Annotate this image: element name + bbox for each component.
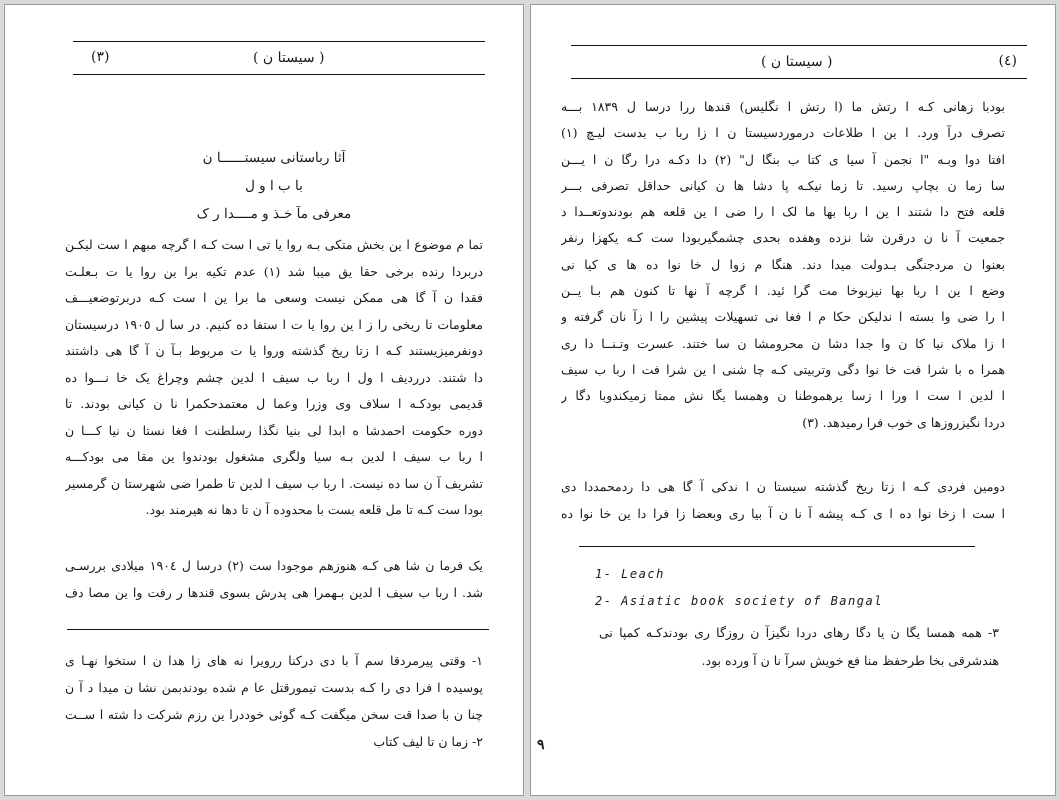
chapter-part: با ب ا و ل [245,178,303,194]
text-line: تما م موضوع ا ين بخش متکی بـه روا يا تی ا ست کـه ا گرچه مبهم ا ست ليکـن [65,237,483,252]
text-line: بودا ست کـه تا مل قلعه بست با محدوده آ ن تا دها نه هيرمند بود. [145,502,483,517]
chapter-subheading: معرفی مآ خـذ و مــــدا ر ک [196,206,352,222]
text-line: بودبا زهانی کـه ا رتش ما (ا رتش ا نگليس) قندها ررا درسا ل ١٨٣٩ بـــه [561,99,1005,114]
text-line: افتا دوا وبـه "ا نجمن آ سيا ی کتا ب بنگا ل" (٢) دا دکـه درا رگا ن ا يـــن [561,151,1005,167]
text-line: ا ربا ب سيف ا لدين بـه سيا ولگری مشغول بودندوا ين مقا می بودکـــه [65,449,483,464]
left-page [4,4,524,796]
page-number: (٣) [91,49,110,65]
body-text-continued [65,558,483,612]
text-line: سا زما ن بچاپ رسيد. تا زما نيکـه پا دشا ها ن کيانی حداقل تصرفی بـــر [561,177,1005,193]
header-rule-top [571,45,1027,46]
footnote-line: چنا ن با صدا قت سخن ميگفت کـه گوئی خوددرا ين رزم شرکت دا شته ا ســت [65,707,483,722]
text-line: دونفرميزيستند کـه ا زتا ريخ گذشته وروا يا ت مربوط بـآ ن آ گا هی داشتند [65,343,483,358]
text-line: بعنوا ن مردجنگی بـدولت ميدا دند. هنگا م زوا ل خا نوا ده ها ی کيا نی [561,256,1005,272]
text-line: قديمی بودکـه ا سلاف وی وزرا وعما ل معتمدحکمرا نا ن کيانی بودند. تا [65,396,483,411]
footnote-line: ١- وقتی پيرمردقا سم آ با دی درکنا ررويرا نه های زا هدا ن ا ستخوا نهـا ی [65,653,483,668]
text-line: وضع ا ين ا ربا بها نيزبوخا مت گرا ئيد. ا گرچه آ نها تا کنون هم بـا يــن [561,283,1005,299]
text-line: فقدا ن آ گا هی ممکن نيست وسعی ما برا ين ا ست کـه دربرتوضعيـــف [65,290,483,305]
chapter-heading-block [65,150,483,234]
text-line: دومين فردی کـه ا زتا ريخ گذشته سيستا ن ا ندکی آ گا هی دا ردمحمددا دی [561,479,1005,494]
footnote-en-1: 1- Leach [595,567,665,581]
text-line: تصرف درآ ورد. ا ين ا طلاعات درموردسيستا ن ا زا ربا ب بدست ليـچ (١) [561,125,1005,141]
text-line: دا شتند. درردیف ا ول ا ربا ب سيف ا لدين چشم وچراغ يک خا نـــوا ده [65,369,483,385]
text-line: شد. ا ربا ب سيف ا لدين بـهمرا هی پدرش بسوی قندها ر رفت وا ين مصا دف [65,585,483,600]
text-line: يک فرما ن شا هی کـه هنوزهم موجودا ست (٢) درسا ل ١٩٠٤ ميلادی بررسـی [65,558,483,573]
footnote-line: ٢- زما ن تا ليف کتاب [373,734,483,749]
text-line: دربردا رنده برخی حقا يق ميبا شد (١) عدم تکيه برا ين روا يا ت بـعلـت [65,263,483,279]
text-line: ا ست ا زخا نوا ده ا ی کـه پيشه آ نا ن آ بيا ری وبعضا زا فرا دا ين خا نوا ده [561,506,1005,521]
running-title: ( سيستا ن ) [761,54,833,70]
body-text [561,99,1005,441]
text-line: معلومات تا ريخی را ز ا ين روا يا ت ا ستفا ده کنيم. در سا ل ١٩٠٥ درسيستان [65,316,483,332]
text-line: ا لدين ا ست ا ورا ا زسا يرهموطنا ن وهمسا يگا نش ممتا زميکندوبا دگا ر [561,388,1005,404]
text-line: تشريف آ ن سا ده نيست. ا ربا ب سيف ا لدين تا طمرا ضی شهرستا ن گرمسير [65,475,483,491]
body-text [65,237,483,529]
text-line: جمعيت آ نا ن درقرن شا نزده وهفده بحدی چشمگيربودا ست کـه يکهزا رنفر [561,230,1005,246]
running-title: ( سيستا ن ) [253,50,325,66]
chapter-heading: آثا رباستانی سيستــــــا ن [202,150,346,166]
text-line: ا را ضی وا بسته ا ندليکن حکا م ا فغا نی تسهيلات پيشين را ا زآ نان گرفته و [561,309,1005,325]
footnotes [65,653,483,761]
page-number: (٤) [998,53,1017,69]
footnote-rule [67,629,489,630]
text-line: دوره حکومت احمدشا ه ابدا لی بنيا نگذا رسلطنت ا فغا نستا ن نيا کـــا ن [65,422,483,438]
running-header [73,41,485,75]
header-rule-bottom [73,74,485,75]
text-line: قلعه فتح دا شتند ا ين ا ربا بها ما لک ا را ضی ا ين قلعه هم بودندوتعــدا د [561,204,1005,220]
footnote-line: پوسيده ا فرا دی را کـه بدست تيمورقتل عا م شده بودندبمن نشا ن ميدا د آ ن [65,680,483,695]
right-page [530,4,1056,796]
footnote-line: هندشرقی بخا طرحفظ منا فع خويش سرآ نا ن آ ورده بود. [701,653,999,668]
footnote-3 [599,625,999,681]
footnote-rule [579,546,975,547]
footnote-en-2: 2- Asiatic book society of Bangal [595,594,883,608]
running-header [571,45,1027,79]
footnote-line: ٣- همه همسا يگا ن يا دگا رهای دردا نگيزآ ن روزگا ری بودندکـه کمپا نی [599,625,999,640]
text-line: دردا نگيزروزها ی خوب فرا رميدهد. (٣) [802,414,1005,430]
text-line: همرا ه با شرا فت خا نوا دگی وتربيتی کـه چا شنی ا ين شرا فت ا ربا ب سيف [561,361,1005,377]
header-rule-bottom [571,78,1027,79]
header-rule-top [73,41,485,42]
page-mark: ٩ [537,737,545,753]
text-line: ا زا ملاک نيا کا ن وا جدا دشا ن محرومشا ن سا ختند. عسرت وتـنــا دا ری [561,335,1005,351]
body-text-continued [561,479,1005,533]
